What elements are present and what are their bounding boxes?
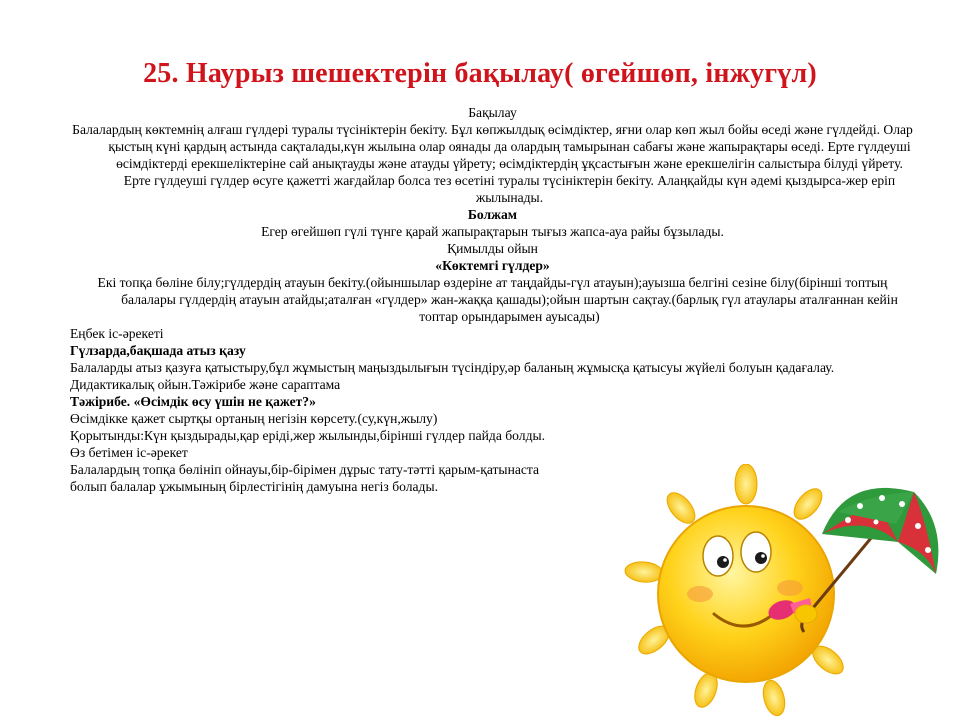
independent-heading: Өз бетімен іс-әрекет [70, 445, 188, 460]
experiment-text: Өсімдікке қажет сыртқы ортаның негізін көрсету.(су,күн,жылу) [70, 411, 438, 426]
game-text: Екі топқа бөліне білу;гүлдердің атауын бекіту.(ойыншылар өздеріне ат таңдайды-гүл атауын);ауызша белгіні сезіне білу(бірінші топтың балалары гүлдердің атауын атайды;аталған «гүлдер» жан-жаққа қашады);ойын шартын сақтау.(барлық гүл атаулары аталғаннан кейін топтар орындарымен ауысады) [97, 275, 898, 324]
work-title: Гүлзарда,бақшада атыз қазу [70, 343, 246, 358]
work-text: Балаларды атыз қазуға қатыстыру,бұл жұмыстың маңыздылығын түсіндіру,әр баланың жұмысқа қатысуы жүйелі болуын қадағалау. [70, 360, 835, 375]
game-title: «Көктемгі гүлдер» [435, 258, 550, 273]
sun-face [658, 506, 834, 682]
sun-cheek [777, 580, 803, 596]
game-heading: Қимылды ойын [447, 241, 538, 256]
prediction-text: Егер өгейшөп гүлі түнге қарай жапырақтарын тығыз жапса-ауа райы бұзылады. [261, 224, 724, 239]
observation-heading: Бақылау [468, 105, 517, 120]
sun-cheek [687, 586, 713, 602]
document-body [70, 104, 915, 495]
observation-text: Балалардың көктемнің алғаш гүлдері туралы түсініктерін бекіту. Бұл көпжылдық өсімдіктер, яғни олар көп жыл бойы өседі және гүлдейді. Олар қыстың күні қардың астында сақталады,күн жылына олар оянады да олардың тамырынан сабағы және жапырақтары өседі. Ерте гүлдеуші өсімдіктерді ерекшеліктеріне сай анықтауды және атауды үйрету; өсімдіктердің ұқсастығын және ерекшелігін салыстыра білуді үйрету. Ерте гүлдеуші гүлдер өсуге қажетті жағдайлар болса тез өсетіні туралы түсініктерін бекіту. Алаңқайды күн әдемі қыздырса-жер еріп жылынады. [72, 122, 913, 205]
conclusion-text: Қорытынды:Күн қыздырады,қар еріді,жер жылынды,бірінші гүлдер пайда болды. [70, 428, 546, 443]
prediction-heading: Болжам [467, 207, 518, 222]
work-heading: Еңбек іс-әрекеті [70, 326, 164, 341]
independent-line-2: болып балалар ұжымының бірлестігінің дамуына негіз болады. [70, 479, 438, 494]
page-title: 25. Наурыз шешектерін бақылау( өгейшөп, інжугүл) [143, 58, 817, 89]
sun-with-umbrella-icon [596, 464, 960, 720]
independent-line-1: Балалардың топқа бөлініп ойнауы,бір-бірімен дұрыс тату-тәтті қарым-қатынаста [70, 462, 540, 477]
didactic-heading: Дидактикалық ойын.Тәжірибе және сараптама [70, 377, 341, 392]
experiment-title: Тәжірибе. «Өсімдік өсу үшін не қажет?» [70, 394, 316, 409]
sun-hand [795, 605, 817, 623]
